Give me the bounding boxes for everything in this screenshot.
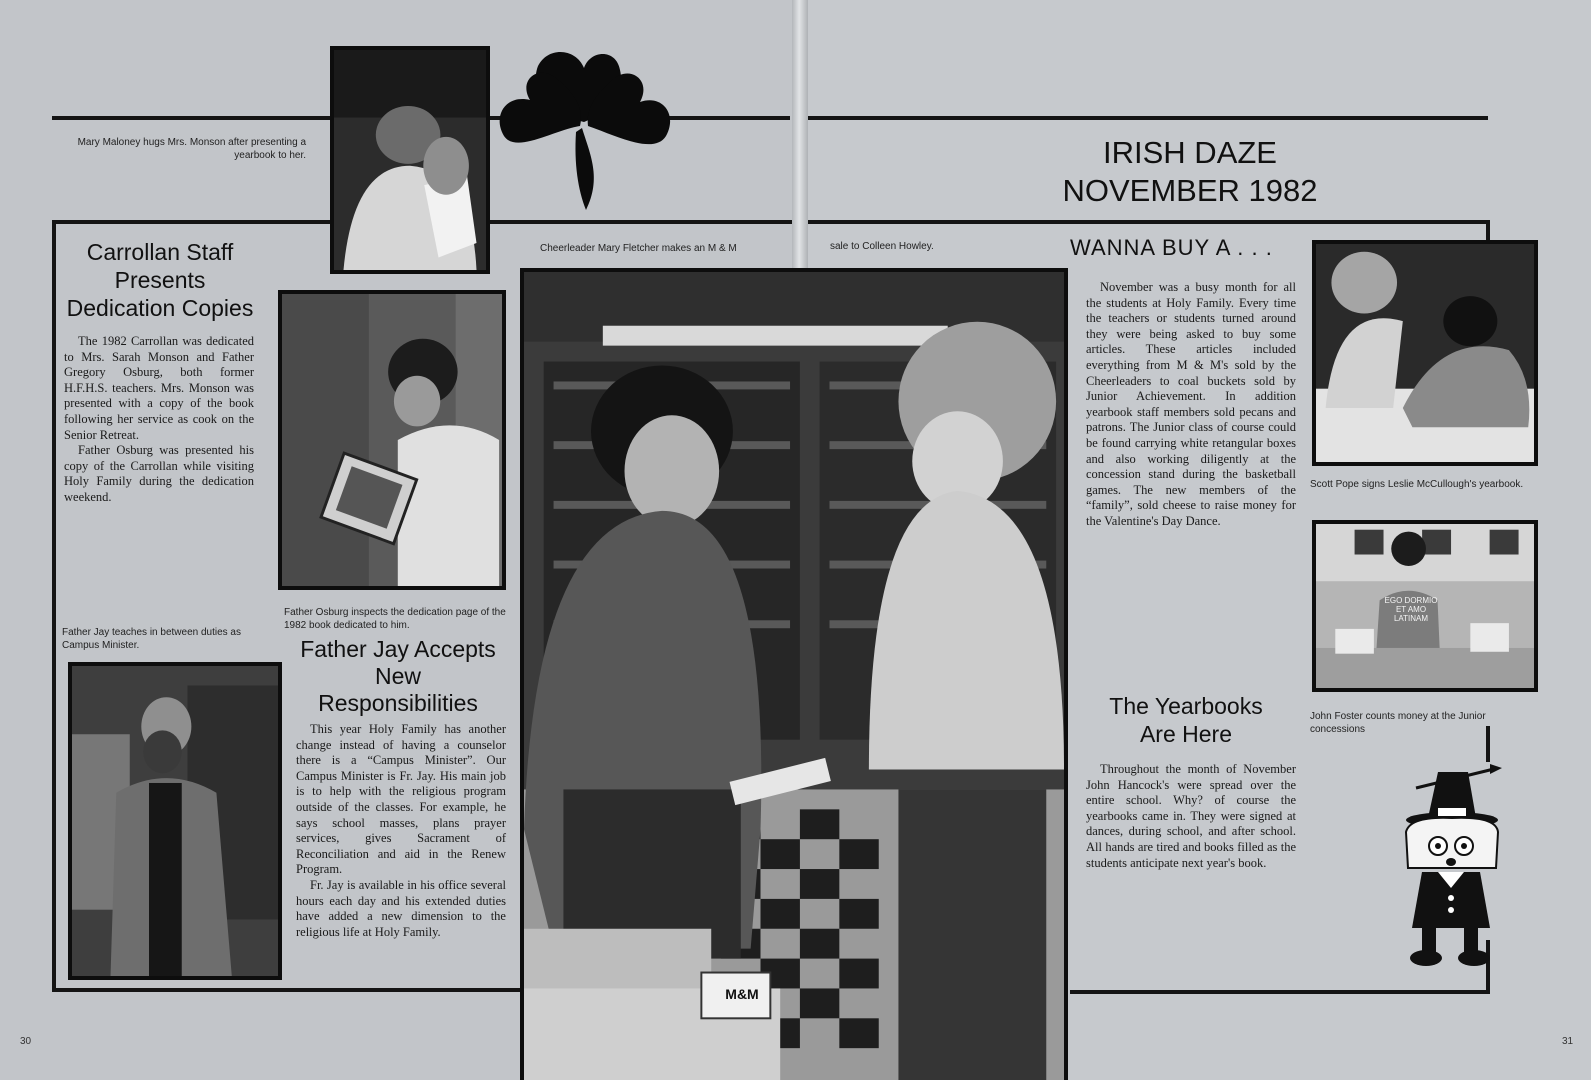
right-frame-bottom <box>1070 990 1490 994</box>
photo-scott-pope <box>1312 240 1538 466</box>
story-staff-body <box>64 334 254 506</box>
right-frame-edge-top <box>1486 220 1490 242</box>
right-frame-top <box>808 220 1490 224</box>
top-rule-right <box>808 116 1488 120</box>
wanna-paragraph-1: November was a busy month for all the students at Holy Family. Every time the teachers or students turned around they were being asked to buy some articles. These articles included everything from M & M's sold by the Cheerleaders to coal buckets sold by Junior Achievement. In addition yearbook staff members sold pecans and patrons. The Junior class of course could be found carrying white retangular boxes and also working diligently at the concession stand during the basketball games. The new members of the “family”, sold cheese to raise money for the Valentine's Day Dance. <box>1086 280 1296 528</box>
photo-maloney-hug <box>330 46 490 274</box>
title-line-2: NOVEMBER 1982 <box>1062 173 1318 208</box>
page-number-left: 30 <box>20 1036 32 1047</box>
staff-paragraph-1: The 1982 Carrollan was dedicated to Mrs. Sarah Monson and Father Gregory Osburg, both former H.F.H.S. teachers. Mrs. Monson was presented with a copy of the book following her service as cook on the Senior Retreat. <box>64 334 254 442</box>
story-jay-body <box>296 722 506 940</box>
caption-fletcher-left: Cheerleader Mary Fletcher makes an M & M <box>540 243 737 254</box>
candy-box-label: M&M <box>725 986 759 1002</box>
top-rule-left <box>52 116 332 120</box>
headline-wanna-buy: WANNA BUY A . . . <box>1070 235 1273 260</box>
caption-osburg: Father Osburg inspects the dedication page of the 1982 book dedicated to him. <box>284 607 506 631</box>
photo-mm-sale <box>520 268 1068 1080</box>
staff-paragraph-2: Father Osburg was presented his copy of the Carrollan while visiting Holy Family during the dedication weekend. <box>64 443 254 504</box>
photo-john-foster <box>1312 520 1538 692</box>
headline-jay: Father Jay Accepts New Responsibilities <box>300 636 496 716</box>
headline-yearbooks: The Yearbooks Are Here <box>1109 693 1263 747</box>
photo-osburg <box>278 290 506 590</box>
caption-jay: Father Jay teaches in between duties as Campus Minister. <box>62 627 241 651</box>
story-wanna-body <box>1086 280 1296 530</box>
pilgrim-cartoon-icon <box>1398 758 1502 970</box>
yearbooks-paragraph-1: Throughout the month of November John Hancock's were spread over the entire school. Why? of course the yearbooks came in. They were signed at dances, during school, and after school. All hands are tired and books filled as the students anticipate next year's book. <box>1086 762 1296 870</box>
spread-title <box>1040 134 1340 210</box>
caption-pope: Scott Pope signs Leslie McCullough's yearbook. <box>1310 479 1524 490</box>
photo-father-jay <box>68 662 282 980</box>
headline-staff: Carrollan Staff Presents Dedication Copies <box>66 239 254 321</box>
story-yearbooks-body <box>1086 762 1296 871</box>
title-line-1: IRISH DAZE <box>1103 135 1277 170</box>
caption-fletcher-right: sale to Colleen Howley. <box>830 241 934 252</box>
jay-paragraph-2: Fr. Jay is available in his office several hours each day and his extended duties have added a new dimension to the religious life at Holy Family. <box>296 877 506 939</box>
shirt-text: EGO DORMIO ET AMO LATINAM <box>1384 596 1438 623</box>
caption-maloney: Mary Maloney hugs Mrs. Monson after presenting a yearbook to her. <box>77 137 306 161</box>
shamrock-icon <box>494 44 676 214</box>
caption-foster: John Foster counts money at the Junior concessions <box>1310 711 1486 735</box>
page-number-right: 31 <box>1562 1036 1574 1047</box>
jay-paragraph-1: This year Holy Family has another change instead of having a counselor there is a “Campus Minister”. Our Campus Minister is Fr. Jay. His main job is to help with the religious program outside of the classes. For example, he says school masses, plans prayer services, gives Sacrament of Reconciliation and aid in the Renew Program. <box>296 722 506 877</box>
